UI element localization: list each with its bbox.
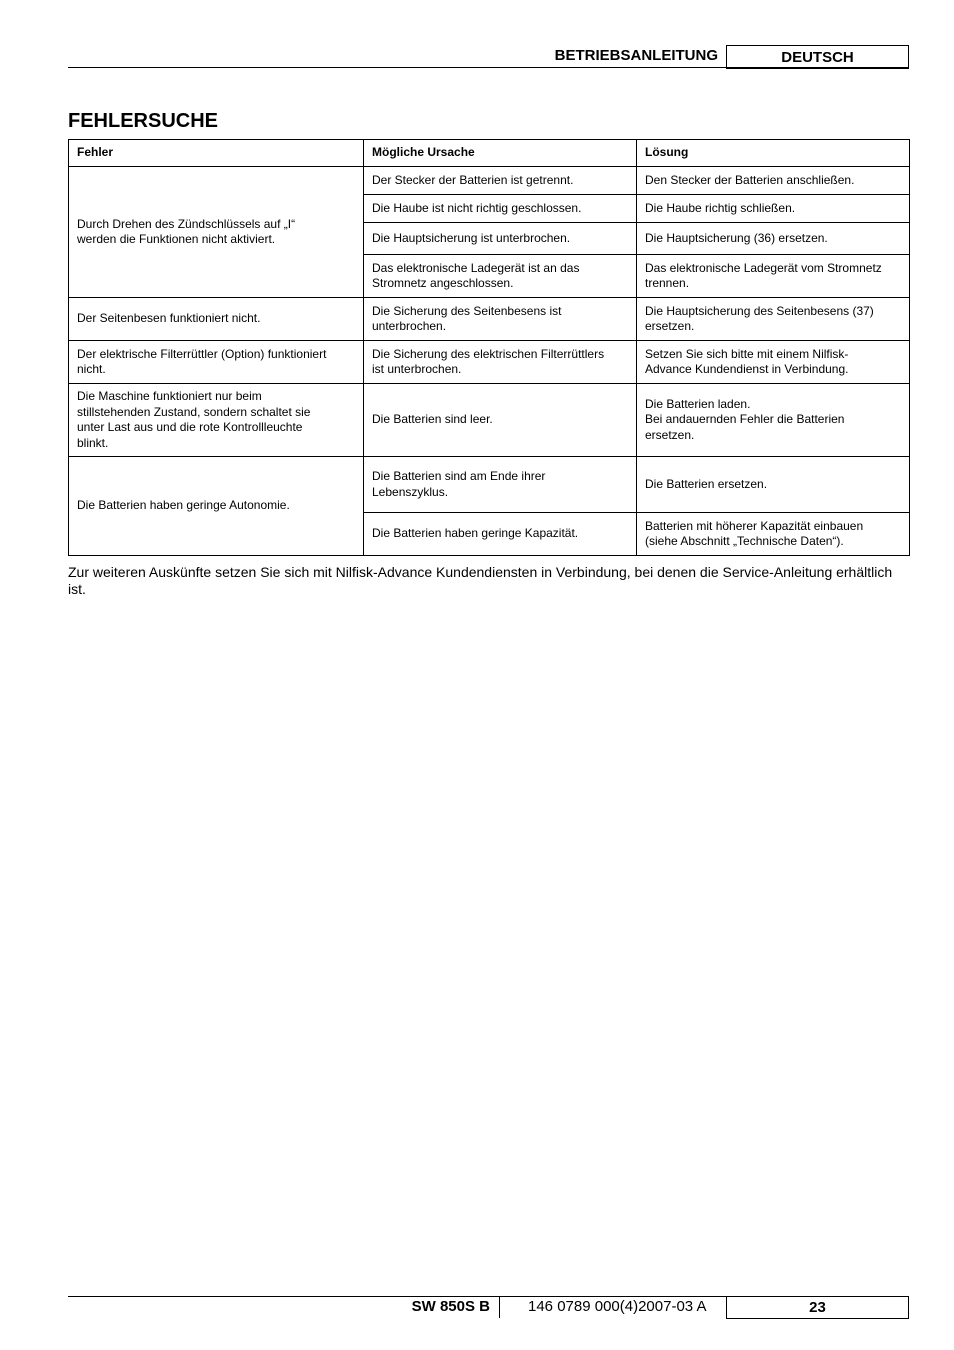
cause-cell: Die Batterien sind am Ende ihrer Lebenszyklus. [364,457,637,513]
footer-divider [499,1297,500,1318]
fault-cell: Die Maschine funktioniert nur beim stillstehenden Zustand, sondern schaltet sie unter Last aus und die rote Kontrollleuchte blinkt. [69,384,364,457]
solution-cell: Batterien mit höherer Kapazität einbauen (siehe Abschnitt „Technische Daten“). [637,513,910,556]
page-number-box: 23 [726,1296,909,1319]
solution-cell: Die Batterien ersetzen. [637,457,910,513]
solution-cell: Die Hauptsicherung (36) ersetzen. [637,223,910,255]
footnote-text: Zur weiteren Auskünfte setzen Sie sich mit Nilfisk-Advance Kundendiensten in Verbindung, bei denen die Service-Anleitung erhältlich ist. [68,564,893,597]
table-row [69,341,910,384]
fault-cell: Durch Drehen des Zündschlüssels auf „I“ werden die Funktionen nicht aktiviert. [69,167,364,298]
column-header-solution: Lösung [637,140,910,167]
cause-cell: Die Haube ist nicht richtig geschlossen. [364,195,637,223]
cause-cell: Die Batterien haben geringe Kapazität. [364,513,637,556]
cause-cell: Die Sicherung des elektrischen Filterrüttlers ist unterbrochen. [364,341,637,384]
solution-cell: Das elektronische Ladegerät vom Stromnetz trennen. [637,255,910,298]
cause-cell: Der Stecker der Batterien ist getrennt. [364,167,637,195]
solution-cell: Die Batterien laden. Bei andauernden Fehler die Batterien ersetzen. [637,384,910,457]
solution-cell: Den Stecker der Batterien anschließen. [637,167,910,195]
table-row [69,298,910,341]
table-row [69,457,910,513]
page-title: FEHLERSUCHE [68,110,219,132]
table-row [69,384,910,457]
header-language-box: DEUTSCH [726,45,909,69]
cause-cell: Die Hauptsicherung ist unterbrochen. [364,223,637,255]
header-doc-type: BETRIEBSANLEITUNG [554,47,718,64]
solution-cell: Die Hauptsicherung des Seitenbesens (37) ersetzen. [637,298,910,341]
solution-cell: Setzen Sie sich bitte mit einem Nilfisk- Advance Kundendienst in Verbindung. [637,341,910,384]
footer-model: SW 850S B [411,1298,490,1315]
fault-cell: Die Batterien haben geringe Autonomie. [69,457,364,556]
column-header-cause: Mögliche Ursache [364,140,637,167]
column-header-fault: Fehler [69,140,364,167]
solution-cell: Die Haube richtig schließen. [637,195,910,223]
table-header-row [69,140,910,167]
fault-cell: Der Seitenbesen funktioniert nicht. [69,298,364,341]
troubleshooting-table [68,139,910,556]
cause-cell: Die Sicherung des Seitenbesens ist unterbrochen. [364,298,637,341]
cause-cell: Die Batterien sind leer. [364,384,637,457]
footer-doc-number: 146 0789 000(4)2007-03 A [528,1298,707,1315]
table-row [69,167,910,195]
cause-cell: Das elektronische Ladegerät ist an das Stromnetz angeschlossen. [364,255,637,298]
fault-cell: Der elektrische Filterrüttler (Option) funktioniert nicht. [69,341,364,384]
